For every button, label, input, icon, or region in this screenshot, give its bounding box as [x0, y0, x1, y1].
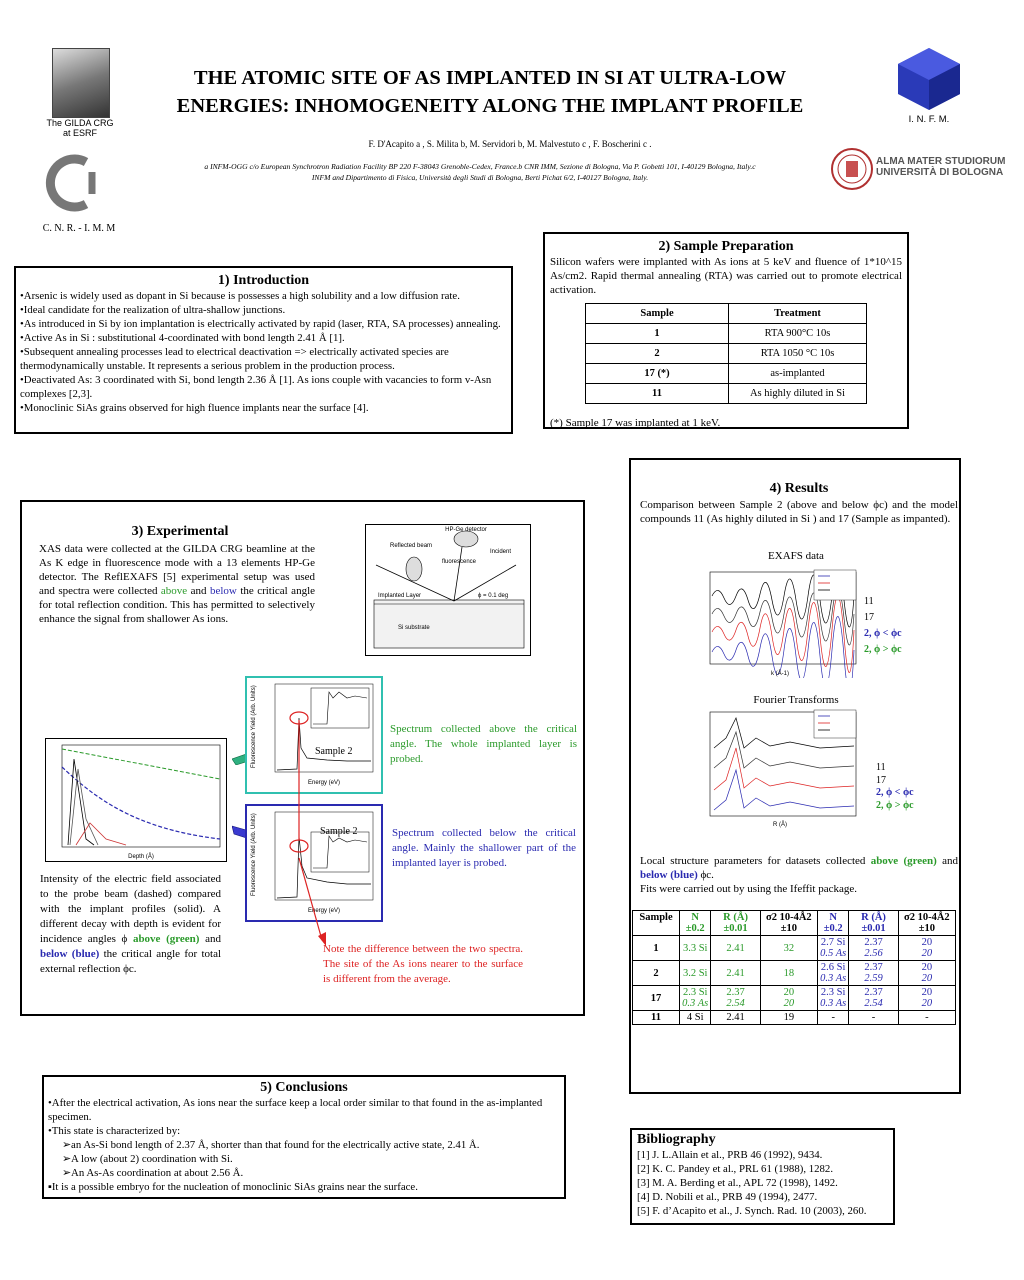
- cell-line: 20: [921, 998, 933, 1009]
- cell-line: 2.37: [864, 987, 883, 998]
- cell-line: 2.37: [726, 987, 745, 998]
- table-cell: [817, 936, 848, 961]
- table-cell: 11: [633, 1011, 680, 1025]
- cell-line: 20: [921, 948, 933, 959]
- table-row: [586, 364, 867, 384]
- table-cell: [817, 986, 848, 1011]
- cell-line: 20: [783, 987, 795, 998]
- table-cell: 17: [633, 986, 680, 1011]
- cell-line: 20: [921, 962, 933, 973]
- table-row: [633, 986, 956, 1011]
- table-cell: [898, 961, 955, 986]
- page-title: [125, 64, 855, 120]
- table-cell: 17 (*): [586, 364, 729, 384]
- table-cell: 11: [586, 384, 729, 404]
- table-cell: 32: [760, 936, 817, 961]
- list-item: •After the electrical activation, As ions near the surface keep a local order similar to that found in the as-implanted specimen.: [48, 1097, 543, 1123]
- setup-detector-label: HP-Ge detector: [445, 527, 487, 533]
- table-cell: 18: [760, 961, 817, 986]
- bibliography-list: [637, 1148, 888, 1218]
- table-cell: 2: [633, 961, 680, 986]
- table-cell: [711, 986, 760, 1011]
- table-cell: as-implanted: [729, 364, 867, 384]
- local-text-b: ϕc.: [700, 869, 714, 881]
- label-below: 2, ϕ < ϕc: [864, 628, 902, 639]
- setup-implanted-label: Implanted Layer: [378, 593, 422, 599]
- field-below: below (blue): [40, 948, 100, 960]
- list-item: [1] J. L.Allain et al., PRB 46 (1992), 9434.: [637, 1149, 823, 1161]
- table-cell: [849, 961, 898, 986]
- gilda-logo: [52, 48, 110, 118]
- table-cell: 19: [760, 1011, 817, 1025]
- table-cell: 2.41: [711, 1011, 760, 1025]
- field-intensity-caption: [40, 872, 221, 977]
- table-cell: 1: [633, 936, 680, 961]
- table-cell: RTA 900°C 10s: [729, 324, 867, 344]
- infm-logo: [896, 46, 962, 112]
- table-row: [633, 1011, 956, 1025]
- gilda-label: The GILDA CRG at ESRF: [46, 118, 114, 138]
- list-item: •Monoclinic SiAs grains observed for high fluence implants near the surface [4].: [20, 402, 369, 414]
- label-above: 2, ϕ > ϕc: [876, 799, 914, 811]
- cell-line: 2.37: [864, 937, 883, 948]
- table-header: Sample: [586, 304, 729, 324]
- local-structure-text: [640, 854, 958, 896]
- cell-line: 0.5 As: [820, 948, 847, 959]
- experimental-text: [39, 542, 315, 626]
- label-above: 2, ϕ > ϕc: [864, 644, 902, 655]
- label-11: 11: [864, 596, 874, 607]
- table-cell: [849, 936, 898, 961]
- field-caption-b: the critical angle for total external reflection ϕc.: [40, 948, 222, 975]
- sample-treatment-table: [585, 303, 867, 404]
- spectrum-ylabel: Fluorescence Yield (Arb. Units): [251, 685, 257, 768]
- table-row: [586, 384, 867, 404]
- red-connector-arrow: [290, 720, 330, 950]
- and-word: and: [190, 585, 207, 597]
- local-below: below (blue): [640, 869, 698, 881]
- cell-line: 20: [921, 937, 933, 948]
- introduction-list: [20, 289, 507, 415]
- table-row: [586, 324, 867, 344]
- table-header: R (Å) ±0.01: [849, 911, 898, 936]
- local-above: above (green): [870, 855, 937, 867]
- table-cell: 4 Si: [680, 1011, 711, 1025]
- table-header: σ2 10-4Å2 ±10: [898, 911, 955, 936]
- table-header: σ2 10-4Å2 ±10: [760, 911, 817, 936]
- label-below: 2, ϕ < ϕc: [876, 787, 914, 798]
- list-item: •Deactivated As: 3 coordinated with Si, bond length 2.36 Å [1]. As ions couple with vacancies to form v-Asn complexes [2,3].: [20, 374, 492, 400]
- cell-line: 0.3 As: [682, 998, 709, 1009]
- fourier-labels: [876, 762, 914, 812]
- cell-line: 20: [783, 998, 795, 1009]
- list-item: •Arsenic is widely used as dopant in Si because is possesses a high solubility and a low diffusion rate.: [20, 290, 460, 302]
- label-17: 17: [876, 774, 886, 786]
- sample-preparation-footnote: (*) Sample 17 was implanted at 1 keV.: [550, 417, 721, 429]
- cell-line: 20: [921, 987, 933, 998]
- setup-incident-label: Incident: [490, 549, 512, 555]
- results-heading: 4) Results: [769, 481, 829, 496]
- cell-line: 20: [921, 973, 933, 984]
- unibo-seal: [830, 147, 874, 191]
- fourier-xlabel: R (Å): [773, 822, 787, 828]
- unibo-line-2: UNIVERSITÀ DI BOLOGNA: [876, 167, 1004, 178]
- table-cell: [898, 986, 955, 1011]
- conclusions-list: [48, 1096, 560, 1194]
- above-word: above: [160, 585, 188, 597]
- cell-line: 2.3 Si: [682, 987, 708, 998]
- cell-line: 2.54: [726, 998, 745, 1009]
- infm-label: I. N. F. M.: [908, 114, 950, 125]
- label-11: 11: [876, 762, 886, 773]
- cell-line: 2.37: [864, 962, 883, 973]
- conclusions-box: [42, 1075, 566, 1199]
- table-cell: [898, 936, 955, 961]
- setup-angle-label: ϕ = 0.1 deg: [478, 593, 509, 599]
- table-cell: [849, 986, 898, 1011]
- list-item: •As introduced in Si by ion implantation is electrically activated by rapid (laser, RTA, SA processes) annealing.: [20, 318, 501, 330]
- cnr-logo: [40, 154, 106, 212]
- table-cell: As highly diluted in Si: [729, 384, 867, 404]
- table-cell: [680, 986, 711, 1011]
- field-caption-a: Intensity of the electric field associated to the probe beam (dashed) compared with the implant profiles (solid). A different decay with depth is evident for incidence angles ϕ: [40, 873, 221, 945]
- unibo-line-1: ALMA MATER STUDIORUM: [876, 156, 1006, 167]
- exafs-plot: [700, 566, 860, 678]
- spectrum-xlabel: Energy (eV): [307, 780, 341, 786]
- table-cell: [817, 961, 848, 986]
- above-spectrum-caption: Spectrum collected above the critical angle. The whole implanted layer is probed.: [390, 723, 577, 765]
- cell-line: 2.54: [864, 998, 883, 1009]
- table-row: [633, 936, 956, 961]
- sample-preparation-heading: 2) Sample Preparation: [658, 239, 794, 254]
- table-cell: [760, 986, 817, 1011]
- list-item: •Ideal candidate for the realization of ultra-shallow junctions.: [20, 304, 286, 316]
- table-row: [586, 344, 867, 364]
- experimental-heading: 3) Experimental: [131, 524, 229, 539]
- cell-line: 0.3 As: [820, 973, 847, 984]
- setup-fluorescence-label: fluorescence: [442, 559, 477, 565]
- list-item: •Subsequent annealing processes lead to electrical deactivation => electrically activated species are thermodynamically unstable. It represents a serious problem in the production process.: [20, 346, 449, 372]
- exafs-title: EXAFS data: [768, 550, 824, 562]
- local-text-a: Local structure parameters for datasets collected: [640, 855, 866, 867]
- spectrum-xlabel: Energy (eV): [307, 908, 341, 914]
- list-item: ➢An As-As coordination at about 2.56 Å.: [62, 1167, 244, 1179]
- table-header-row: [633, 911, 956, 936]
- sample-preparation-box: [543, 232, 909, 429]
- table-cell: 2.41: [711, 936, 760, 961]
- spectrum-ylabel: Fluorescence Yield (Arb. Units): [251, 813, 257, 896]
- cell-line: 2.7 Si: [820, 937, 846, 948]
- table-cell: 1: [586, 324, 729, 344]
- affiliations: [150, 161, 810, 183]
- field-intensity-plot: [45, 738, 227, 862]
- authors: F. D'Acapito a , S. Milita b, M. Servidori b, M. Malvestuto c , F. Boscherini c .: [368, 139, 652, 149]
- setup-reflected-label: Reflected beam: [390, 543, 433, 549]
- table-cell: 3.3 Si: [680, 936, 711, 961]
- field-and: and: [205, 933, 221, 945]
- setup-substrate-label: Si substrate: [398, 625, 430, 631]
- sample-preparation-text: Silicon wafers were implanted with As ions at 5 keV and fluence of 1*10^15 As/cm2. Rapid thermal annealing (RTA) was carried out to promote electrical activation.: [550, 256, 902, 296]
- cell-line: 2.6 Si: [820, 962, 846, 973]
- exafs-labels: [864, 594, 902, 658]
- cell-line: 2.59: [864, 973, 883, 984]
- affiliation-line-1: a INFM-OGG c/o European Synchrotron Radiation Facility BP 220 F-38043 Grenoble-Cedex, France.b CNR IMM, Sezione di Bologna, Via P. Gobetti 101, I-40129 Bologna, Italy.c: [204, 162, 756, 171]
- list-item: [4] D. Nobili et al., PRB 49 (1994), 2477.: [637, 1191, 818, 1203]
- affiliation-line-2: INFM and Dipartimento di Fisica, Università degli Studi di Bologna, Berti Pichat 6/2, I-40127 Bologna, Italy.: [311, 173, 649, 182]
- table-row: [633, 961, 956, 986]
- table-header: R (Å) ±0.01: [711, 911, 760, 936]
- list-item: [5] F. d’Acapito et al., J. Synch. Rad. 10 (2003), 260.: [637, 1205, 867, 1217]
- conclusions-heading: 5) Conclusions: [260, 1080, 348, 1095]
- introduction-box: [14, 266, 513, 434]
- table-cell: -: [898, 1011, 955, 1025]
- table-cell: 3.2 Si: [680, 961, 711, 986]
- list-item: •Active As in Si : substitutional 4-coordinated with bond length 2.41 Å [1].: [20, 332, 345, 344]
- table-header: N ±0.2: [680, 911, 711, 936]
- list-item: [2] K. C. Pandey et al., PRL 61 (1988), 1282.: [637, 1163, 834, 1175]
- experimental-text-b: the critical angle for total reflection condition. This has permitted to selectively enhance the signal from shallower As ions.: [39, 585, 316, 625]
- label-17: 17: [864, 612, 874, 623]
- fourier-plot: [700, 708, 860, 830]
- table-header: Treatment: [729, 304, 867, 324]
- title-line-2: ENERGIES: INHOMOGENEITY ALONG THE IMPLANT PROFILE: [176, 95, 804, 117]
- sample-2-label-above: Sample 2: [315, 746, 353, 757]
- reflexafs-setup-diagram: [365, 524, 531, 656]
- table-cell: 2: [586, 344, 729, 364]
- exafs-xlabel: k (Å-1): [771, 671, 789, 677]
- field-xlabel: Depth (Å): [128, 854, 154, 860]
- table-cell: 2.41: [711, 961, 760, 986]
- local-and: and: [942, 855, 958, 867]
- below-spectrum-caption: Spectrum collected below the critical angle. Mainly the shallower part of the implanted layer is probed.: [392, 827, 576, 869]
- fourier-title: Fourier Transforms: [753, 694, 839, 706]
- table-cell: -: [817, 1011, 848, 1025]
- cell-line: 2.56: [864, 948, 883, 959]
- cell-line: 0.3 As: [820, 998, 847, 1009]
- experimental-text-a: XAS data were collected at the GILDA CRG beamline at the As K edge in fluorescence mode with a 13 elements HP-Ge detector. The ReflEXAFS [5] experimental setup was used and spectra were collected: [39, 543, 315, 597]
- unibo-name: [876, 156, 1005, 178]
- list-item: •This state is characterized by:: [48, 1125, 181, 1137]
- bibliography-box: [630, 1128, 895, 1225]
- table-cell: RTA 1050 °C 10s: [729, 344, 867, 364]
- local-structure-table: [632, 910, 956, 1025]
- field-above: above (green): [132, 933, 200, 945]
- cnr-label: C. N. R. - I. M. M: [42, 223, 116, 234]
- list-item: ▪It is a possible embryo for the nucleation of monoclinic SiAs grains near the surface.: [48, 1181, 418, 1193]
- ifeffit-text: Fits were carried out by using the Ifeffit package.: [640, 883, 857, 895]
- sample-2-label-below: Sample 2: [320, 826, 358, 837]
- cell-line: 2.3 Si: [820, 987, 846, 998]
- table-cell: -: [849, 1011, 898, 1025]
- title-line-1: THE ATOMIC SITE OF AS IMPLANTED IN SI AT ULTRA-LOW: [193, 67, 787, 89]
- bibliography-heading: Bibliography: [637, 1132, 716, 1147]
- list-item: ➢an As-Si bond length of 2.37 Å, shorter than that found for the electrically active state, 2.41 Å.: [62, 1139, 480, 1151]
- results-intro: Comparison between Sample 2 (above and below ϕc) and the model compounds 11 (As highly diluted in Si ) and 17 (Sample as impanted).: [640, 499, 958, 525]
- introduction-heading: 1) Introduction: [217, 273, 310, 288]
- list-item: [3] M. A. Berding et al., APL 72 (1998), 1492.: [637, 1177, 838, 1189]
- table-header: N ±0.2: [817, 911, 848, 936]
- difference-note: Note the difference between the two spectra. The site of the As ions nearer to the surface is different from the average.: [323, 943, 523, 985]
- below-word: below: [209, 585, 237, 597]
- table-header: Sample: [633, 911, 680, 936]
- list-item: ➢A low (about 2) coordination with Si.: [62, 1153, 233, 1165]
